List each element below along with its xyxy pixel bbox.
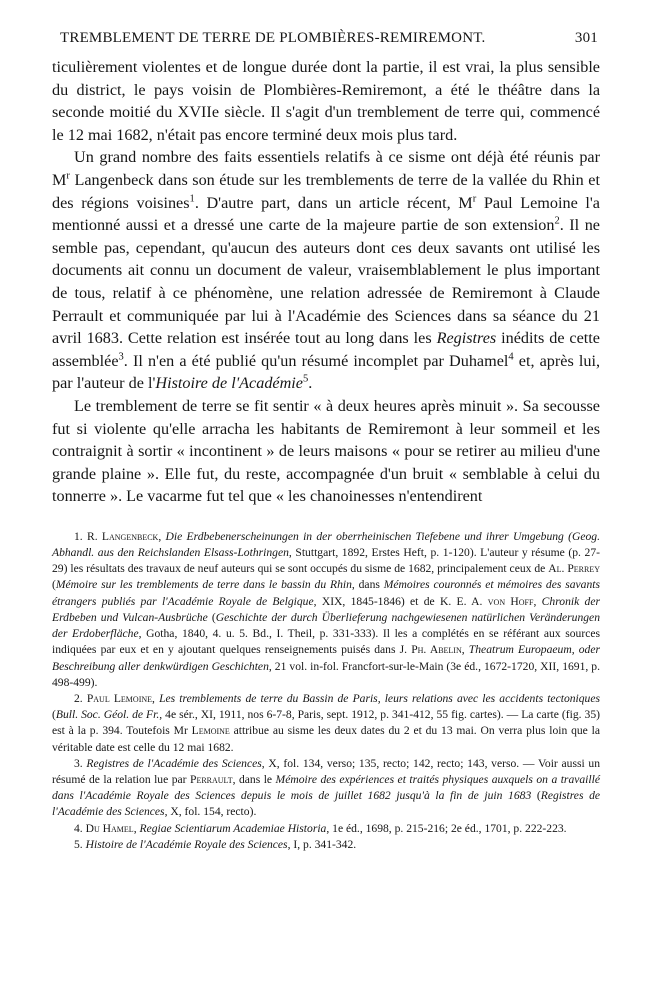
text-run: , 21 vol. in-fol. Francfort-sur-le-Main (3e éd., 1672-1720, XII, 1691, p. 498-499). [52,659,601,689]
italic-text: Registres de l'Académie des Sciences [86,756,262,770]
italic-text: Bull. Soc. Géol. de Fr. [55,708,160,722]
text-run: Paul Lemoine l'a mentionné aussi et a dressé une carte de la majeure partie de son extension [52,193,600,235]
text-run: . Il n'en a été publié qu'un résumé incomplet par Duhamel [123,351,509,370]
text-run: , 4e sér., XI, 1911, nos 6-7-8, Paris, sept. 1912, p. 341-412, 55 fig. cartes). — La carte (fig. 35) est à la p. 394. Toutefois Mr [52,708,600,738]
text-run: , [133,821,140,835]
italic-text: Mémoire sur les tremblements de terre dans le bassin du Rhin [55,578,352,592]
italic-text: Histoire de l'Académie Royale des Sciences [85,837,288,851]
italic-text: Registres de l'Académie des Sciences [52,789,601,819]
footnote-5 [52,837,600,853]
footnote-number: 1. [74,529,87,543]
footnotes [52,529,600,853]
footnote-2 [52,691,600,756]
author-name: Perrault [190,772,233,786]
text-run: , [461,643,469,657]
text-run: , 1e éd., 1698, p. 215-216; 2e éd., 1701, p. 222-223. [326,821,567,835]
book-page [52,30,600,980]
text-run: . [308,374,313,393]
footnote-ref-3: 3 [118,351,124,363]
italic-text: Histoire de l'Académie [155,374,303,393]
author-name: R. Langenbeck [86,529,159,543]
text-run: , X, fol. 134, verso; 135, recto; 142, recto; 143, verso. — Voir aussi un résumé de la relation lue par [52,756,601,786]
paragraph-continued: ticulièrement violentes et de longue durée dont la partie, il est vrai, la plus sensible du district, le pays voisin de Plombières-Remiremont, a été le théâtre dans la seconde moitié du XVIIe siècle. Il s'agit d'un tremblement de terre qui, commencé le 12 mai 1682, n'était pas encore terminé deux mois plus tard. [52,58,600,144]
text-run: , XIX, 1845-1846) et de K. E. A. [313,594,488,608]
footnote-number: 4. [74,821,86,835]
text-run: ( [52,578,56,592]
running-title: TREMBLEMENT DE TERRE DE PLOMBIÈRES-REMIREMONT. [60,30,486,46]
italic-text: Regiae Scientiarum Academiae Historia [139,821,327,835]
footnote-number: 2. [74,691,87,705]
italic-text: Chronik der Erdbeben und Vulcan-Ausbrüche [52,594,601,624]
footnote-4 [52,821,600,837]
italic-text: Mémoire des expériences et traités physiques auxquels on a travaillé dans l'Académie Royale des Sciences depuis le mois de juillet 1682 jusqu'à la fin de juin 1683 [52,772,600,803]
text-run: . D'autre part, dans un article récent, M [194,193,473,212]
text-run: attribue au sisme les deux dates du 2 et du 13 mai. On verra plus loin que la véritable date est celle du 12 mai 1682. [52,724,600,754]
author-name: Paul Lemoine [86,691,153,705]
text-run: inédits de cette assemblée [52,329,600,370]
italic-text: Mémoires couronnés et mémoires des savants étrangers publiés par l'Académie Royale de Belgique [52,578,600,608]
italic-text: Die Erdbebenerscheinungen in der oberrheinischen Tiefebene und ihrer Umgebung (Geog. Abhandl. aus den Reichslanden Elsass-Lothringen [52,529,601,560]
paragraph-description: Le tremblement de terre se fit sentir « à deux heures après minuit ». Sa secousse fut si violente qu'elle arracha les habitants de Remiremont à leur sommeil et les contraignit à sortir « incontinent » de leurs maisons « pour se retirer au milieu d'une grande plaine ». Elle fut, du reste, accompagnée d'un bruit « semblable à celui du tonnerre ». Le vacarme fut tel que « les chanoinesses n'entendirent [52,396,600,506]
text-run: ( [52,708,56,722]
text-run: , X, fol. 154, recto). [164,805,257,819]
text-run: . Il ne semble pas, cependant, qu'aucun des auteurs dont ces deux savants ont utilisé les documents ait connu un document de valeur, vraisemblablement le plus important de tous, relatif à ce phénomène, une relation adressée de Remiremont à Claude Perrault et communiquée par lui à l'Académie des Sciences dans sa séance du 21 avril 1683. Cette relation est insérée tout au long dans les [52,216,600,348]
text-run: Langenbeck dans son étude sur les tremblements de terre de la vallée du Rhin et des régions voisines [52,170,600,212]
footnote-3 [52,756,600,821]
text-run: Un grand nombre des faits essentiels relatifs à ce sisme ont déjà été réunis par M [52,148,600,189]
italic-text: Les tremblements de terre du Bassin de Paris, leurs relations avec les accidents tectoniques [159,691,601,705]
footnote-number: 3. [74,756,87,770]
text-run: , Stuttgart, 1892, Erstes Heft, p. 1-120). L'auteur y résume (p. 27-29) les résultats des travaux de neuf auteurs qui se sont occupés du sisme de 1682, principalement ceux de [52,546,600,576]
footnote-number: 5. [74,837,86,851]
text-run: , dans [351,578,384,592]
superscript: r [472,193,477,205]
footnote-ref-5: 5 [302,373,309,385]
italic-text: Theatrum Europaeum, oder Beschreibung aller denkwürdigen Geschichten [52,643,600,673]
running-header [52,30,600,56]
text-run: , dans le [232,772,276,786]
page-number: 301 [574,30,598,46]
footnote-ref-2: 2 [554,215,560,227]
text-run: , I, p. 341-342. [287,837,357,851]
text-run: ( [207,610,216,624]
author-name: von Hoff [487,594,534,608]
text-run: , [158,529,166,543]
text-run: , Gotha, 1840, 4. u. 5. Bd., I. Theil, p. 331-333). Il les a complétés en se référant aux sources indiquées par eux et en y ajoutant quelques renseignements puisés dans J. [52,627,600,657]
superscript: r [66,170,70,182]
footnote-1 [52,529,600,691]
italic-text: Registres [436,329,497,348]
text-run: ( [531,789,541,803]
main-text [52,56,600,508]
italic-text: Geschichte der durch Überlieferung nachgewiesenen natürlichen Veränderungen der Erdoberfläche [52,610,600,641]
author-name: Du Hamel [85,821,134,835]
text-run: , [152,691,160,705]
author-name: Al. Perrey [548,562,600,576]
footnote-ref-4: 4 [508,351,514,363]
paragraph-facts [52,146,600,395]
text-run: et, après lui, par l'auteur de l' [52,351,600,393]
author-name: Ph. Abelin [411,643,462,657]
footnote-ref-1: 1 [189,193,195,205]
text-run: , [533,594,542,608]
author-name: Lemoine [191,724,230,738]
